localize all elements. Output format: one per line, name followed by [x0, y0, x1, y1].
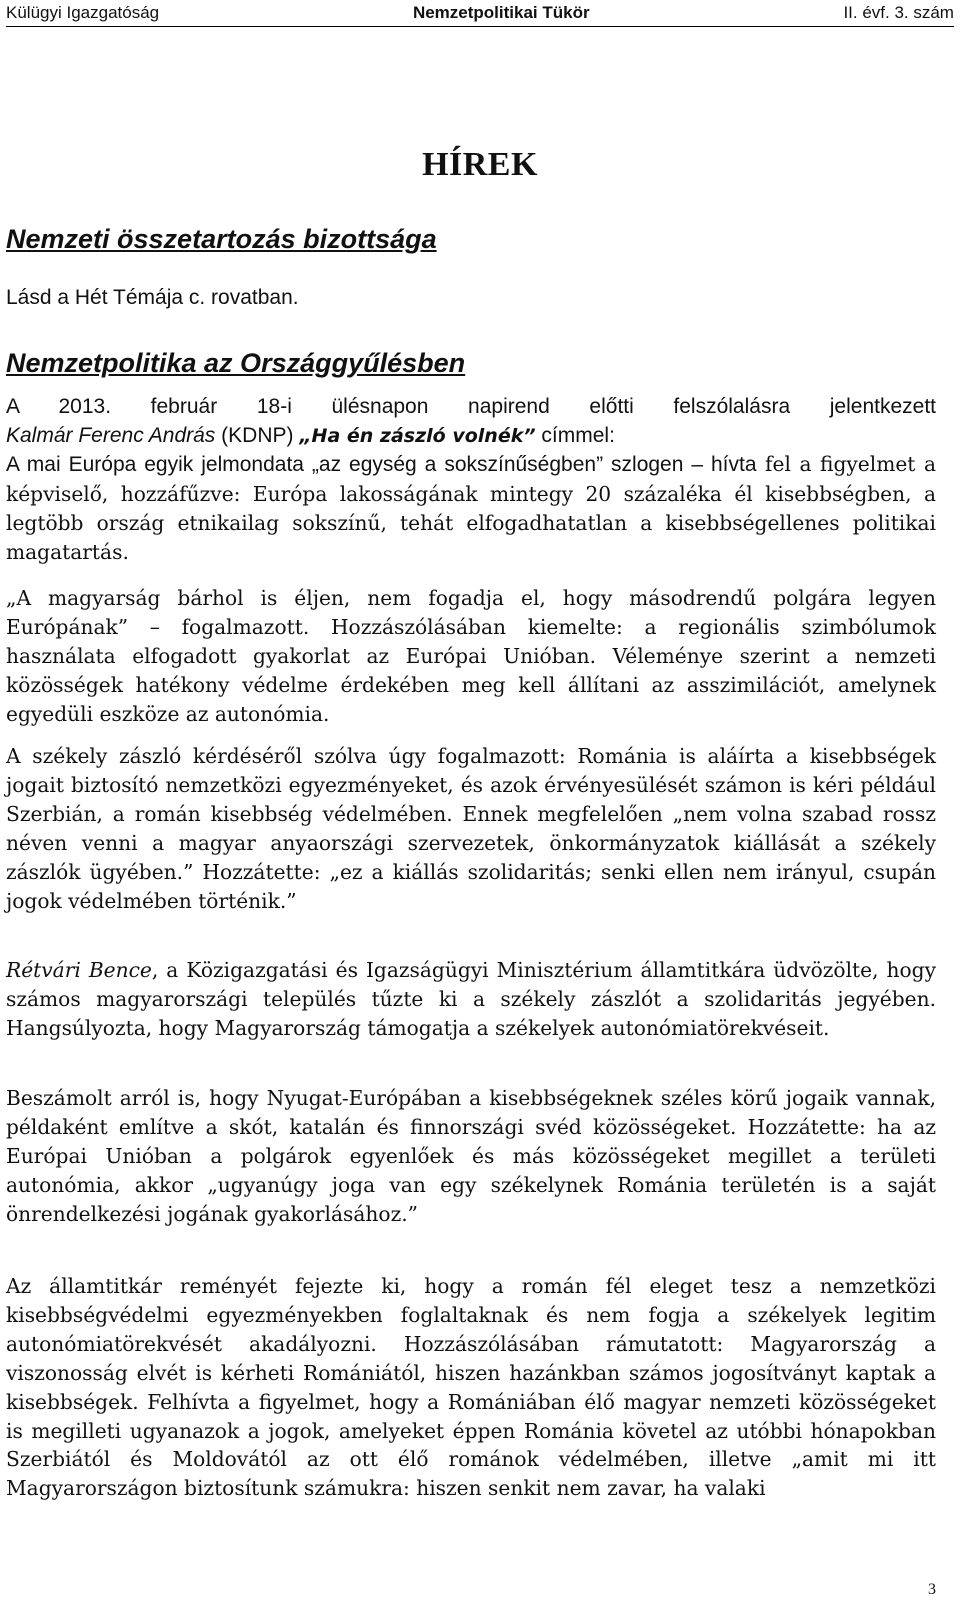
- intro-lead: A 2013. február 18-i ülésnapon napirend előtti felszólalásra jelentkezett: [6, 395, 936, 418]
- paragraph-1: [6, 450, 936, 567]
- running-header: [6, 0, 954, 27]
- paragraph-1-rest: fel a figyelmet a képviselő, hozzáfűzve: Európa lakosságának mintegy 20 százaléka él kisebbségben, a legtöbb ország etnikailag sokszínű, tehát elfogadhatatlan a kisebbségellenes politikai magatartás.: [6, 452, 936, 564]
- paragraph-4-person: Rétvári Bence: [6, 958, 152, 982]
- page-number: 3: [928, 1581, 936, 1598]
- section-heading-bizottsag: Nemzeti összetartozás bizottsága: [6, 224, 437, 254]
- intro-paragraph: [6, 392, 936, 451]
- section-text-see-topic: Lásd a Hét Témája c. rovatban.: [6, 286, 299, 309]
- paragraph-5: Beszámolt arról is, hogy Nyugat-Európában a kisebbségeknek széles körű jogaik vannak, példaként említve a skót, katalán és finnországi svéd közösségeket. Hozzátette: ha az Európai Unióban a polgárok egyenlőek és más közösségeket megillet a területi autonómia, akkor „ugyanúgy joga van egy székelynek Románia területén is a saját önrendelkezési jogának gyakorlásához.”: [6, 1086, 936, 1226]
- speaker-name: Kalmár Ferenc András: [6, 424, 216, 447]
- speaker-party: (KDNP): [215, 424, 300, 447]
- paragraph-3: A székely zászló kérdéséről szólva úgy fogalmazott: Románia is aláírta a kisebbségek jogait biztosító nemzetközi egyezményeket, és azok érvényesülését számon is kéri például Szerbián, a román kisebbség védelmében. Ennek megfelelően „nem volna szabad rossz néven venni a magyar anyaországi szervezetek, önkormányzatok kiállását a székely zászlók ügyében.” Hozzátette: „ez a kiállás szolidaritás; senki ellen nem irányul, csupán jogok védelmében történik.”: [6, 744, 936, 913]
- paragraph-4-rest: , a Közigazgatási és Igazságügyi Minisztérium államtitkára üdvözölte, hogy számos magyarországi település tűzte ki a székely zászlót a szolidaritás jegyében. Hangsúlyozta, hogy Magyarország támogatja a székelyek autonómiatörekvéseit.: [6, 958, 936, 1040]
- section-heading-orszaggyules: Nemzetpolitika az Országgyűlésben: [6, 348, 466, 378]
- page-title: HÍREK: [422, 146, 538, 183]
- header-left-text: Külügyi Igazgatóság: [6, 3, 160, 22]
- paragraph-4: [6, 956, 936, 1043]
- paragraph-2: „A magyarság bárhol is éljen, nem fogadja el, hogy másodrendű polgára legyen Európának” – fogalmazott. Hozzászólásában kiemelte: a regionális szimbólumok használata elfogadott gyakorlat az Európai Unióban. Véleménye szerint a nemzeti közösségek hatékony védelme érdekében meg kell állítani az asszimilációt, amelynek egyedüli eszköze az autonómia.: [6, 586, 936, 726]
- paragraph-1-first-line: A mai Európa egyik jelmondata „az egység a sokszínűségben” szlogen – hívta: [6, 453, 757, 476]
- speech-title: „Ha én zászló volnék”: [299, 425, 536, 447]
- paragraph-6: Az államtitkár reményét fejezte ki, hogy a román fél eleget tesz a nemzetközi kisebbségvédelmi egyezményekben foglaltaknak és nem fogja a székelyek legitim autonómiatörekvését akadályozni. Hozzászólásában rámutatott: Magyarország a viszonosság elvét is kérheti Romániától, hiszen hazánkban számos jogosítványt kaptak a kisebbségek. Felhívta a figyelmet, hogy a Romániában élő magyar nemzeti közösségeket is megilleti ugyanazok a jogok, amelyeket éppen Románia követel az utóbbi hónapokban Szerbiától és Moldovától az ott élő románok védelmében, illetve „amit mi itt Magyarországon biztosítunk számukra: hiszen senkit nem zavar, ha valaki: [6, 1274, 936, 1501]
- header-right-text: II. évf. 3. szám: [843, 3, 954, 22]
- intro-tail: címmel:: [535, 424, 615, 447]
- header-center-text: Nemzetpolitikai Tükör: [412, 3, 590, 22]
